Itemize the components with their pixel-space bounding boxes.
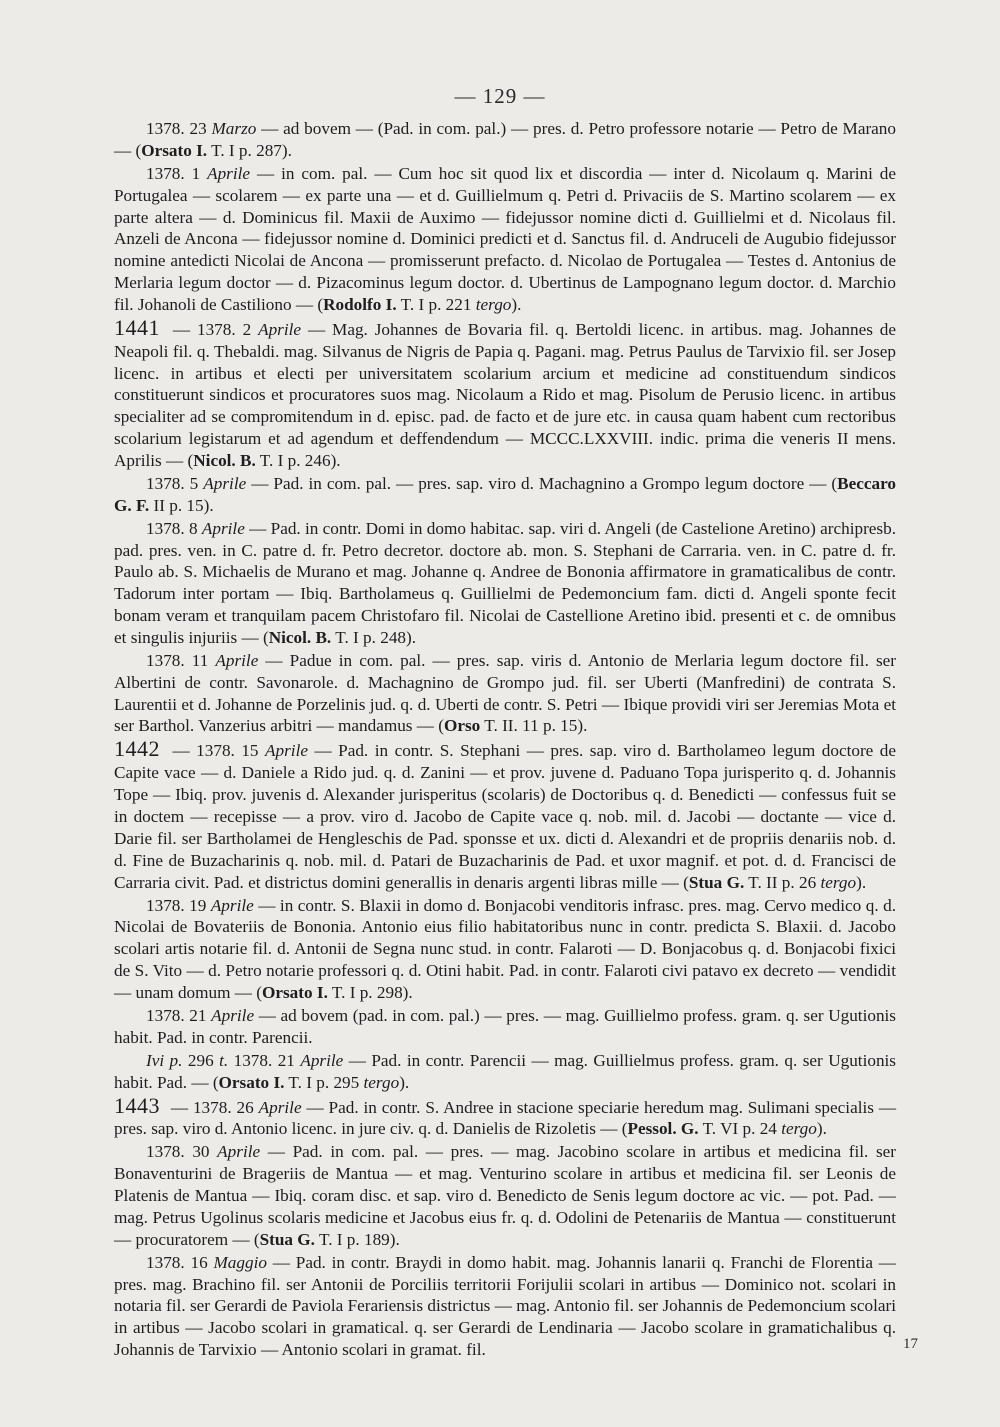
italic-text: tergo [820, 872, 857, 892]
text-run: — Pad. in contr. S. Andree in stacione speciarie heredum mag. Sulimani specialis — pres. sap. viro d. Antonio licenc. in jure civ. q. d. Danielis de Rizoletis — ( [114, 1097, 897, 1139]
text-run: T. II p. 26 [744, 872, 821, 892]
text-run: — Pad. in com. pal. — pres. sap. viro d. Machagnino a Grompo legum doctore — ( [246, 473, 838, 493]
italic-text: Aprile [265, 741, 308, 761]
text-run: 1378. 30 [146, 1142, 218, 1162]
citation-source: Stua G. [259, 1229, 315, 1249]
text-run: T. I p. 298). [327, 982, 413, 1002]
italic-text: tergo [781, 1119, 817, 1139]
sheet-number: 17 [903, 1336, 918, 1352]
entry-paragraph [114, 314, 897, 472]
italic-text: tergo [363, 1072, 400, 1092]
text-run: — 1378. 15 [166, 741, 266, 761]
text-run: — 1378. 26 [166, 1097, 259, 1117]
italic-text: Aprile [215, 650, 259, 670]
italic-text: Aprile [207, 163, 251, 183]
citation-source: Stua G. [688, 872, 745, 892]
italic-text: Aprile [201, 518, 245, 538]
text-run: — ad bovem — (Pad. in com. pal.) — pres. d. Petro professore notarie — Petro de Marano — ( [114, 119, 896, 160]
italic-text: t. [219, 1050, 229, 1070]
citation-source: Pessol. G. [627, 1119, 699, 1139]
italic-text: Ivi p. [146, 1050, 183, 1070]
citation-source: Orsato I. [218, 1072, 285, 1092]
paragraph [114, 1141, 896, 1250]
italic-text: Aprile [258, 1097, 302, 1117]
paragraph [114, 1050, 896, 1094]
text-run: 1378. 21 [146, 1005, 212, 1025]
body-text [114, 118, 896, 1362]
citation-source: Orsato I. [141, 140, 208, 160]
text-run: ). [511, 294, 522, 314]
citation-source: Orso [444, 716, 481, 736]
citation-source: Nicol. B. [193, 450, 256, 470]
paragraph [114, 1252, 896, 1361]
text-run: — Pad. in contr. Parencii — mag. Guillielmus profess. gram. q. ser Ugutionis habit. Pad. — ( [114, 1050, 896, 1092]
italic-text: Aprile [210, 895, 254, 915]
paragraph [114, 895, 896, 1004]
text-run: ). [399, 1072, 410, 1092]
text-run: — Pad. in contr. S. Stephani — pres. sap. viro d. Bartholameo legum doctore de Capite vace — d. Daniele a Rido jud. q. d. Zanini — et prov. juvene d. Paduano Topa jurisperito q. d. Johannis Tope — Ibiq. prov. juvenis d. Alexander jurisperitus (scolaris) de Doctoribus q. d. Benedicti — confessus fuit se in doctem — recepisse — a prov. viro d. Jacobo de Capite vace q. nob. mil. d. Jacobi — doctante — vice d. Darie fil. ser Bartholamei de Hengleschis de Pad. sponsse et ux. dicti d. Alexandri et de propriis denariis nob. d. d. Fine de Buzacharinis q. nob. mil. d. Patari de Buzacharinis de Pad. et uxor magnif. et pot. d. d. Francisci de Carraria civit. Pad. et districtus domini generallis in denaris argenti libras mille — ( [114, 741, 897, 892]
text-run: T. I p. 189). [314, 1229, 400, 1249]
text-run: 1378. 19 [146, 895, 211, 915]
text-run: T. I p. 248). [331, 627, 417, 647]
text-run: ). [816, 1119, 827, 1139]
text-run: — Padue in com. pal. — pres. sap. viris d. Antonio de Merlaria legum doctore fil. ser Albertini de contr. Savonarole. d. Machagnino de Grompo jud. fil. ser Uberti (Manfredini) de contrata S. Laurentii et d. Johanne de Porzelinis jud. q. d. Uberti de contr. S. Petri — Ibique providi viri ser Jeremias Mota et ser Barthol. Vanzerius arbitri — mandamus — ( [114, 650, 896, 736]
text-run: — in com. pal. — Cum hoc sit quod lix et discordia — inter d. Nicolaum q. Marini de Portugalea — scolarem — ex parte una — et d. Guillielmum q. Petri d. Privaciis de S. Martino scolarem — ex parte altera — d. Dominicus fil. Maxii de Auximo — fidejussor nomine dicti d. Guillielmi et d. Nicolaus fil. Anzeli de Ancona — fidejussor nomine d. Dominici predicti et d. Sanctus fil. d. Andruceli de Augubio fidejussor nomine antedicti Nicolai de Ancona — promisserunt prefacto. d. Nicolao de Portugalea — Testes d. Antonius de Merlaria legum doctor — d. Pizacominus legum doctor. d. Ubertinus de Lampognano legum doctor. d. Marchio fil. Johanoli de Castiliono — ( [114, 163, 896, 314]
italic-text: Aprile [211, 1005, 255, 1025]
text-run: — Pad. in com. pal. — pres. — mag. Jacobino scolare in artibus et medicina fil. ser Bonaventurini de Brageriis de Mantua — et mag. Venturino scolare in artibus et medicina fil. ser Leonis de Platenis de Mantua — Ibiq. coram disc. et sap. viro d. Benedicto de Senis legum doctore ac vic. — pot. Pad. — mag. Petrus Ugolinus scolaris medicine et Jacobus eius fr. q. d. Odolini de Petenariis de Mantua — constituerunt — procuratorem — ( [114, 1142, 897, 1249]
text-run: T. VI p. 24 [698, 1119, 782, 1139]
paragraph [114, 473, 896, 517]
text-run: T. II. 11 p. 15). [480, 716, 588, 736]
paragraph [114, 163, 896, 316]
text-run: 1378. 11 [146, 650, 216, 670]
paragraph [114, 1005, 896, 1049]
text-run: — Pad. in contr. Domi in domo habitac. sap. viri d. Angeli (de Castelione Aretino) archipresb. pad. pres. ven. in C. patre d. fr. Petro decretor. doctore ab. mon. S. Stephani de Carraria. ven. in C. patre d. fr. Paulo ab. S. Michaelis de Murano et mag. Johanne q. Andree de Bononia affirmatore in gramaticalibus de contr. Tadorum inter portam — Ibiq. Bartholameus q. Guillielmi de Pedemoncium fam. dicti d. Angeli sponte fecit bonam veram et tranquilam pacem Christofaro fil. Nicolai de Castellione Aretino ibid. presenti et c. de omnibus et singulis injuriis — ( [114, 518, 896, 647]
citation-source: Beccaro G. F. [114, 473, 896, 515]
entry-number: 1443 [114, 1092, 160, 1118]
text-run: 1378. 1 [146, 163, 208, 183]
text-run: T. I p. 246). [255, 450, 341, 470]
text-run: 1378. 8 [146, 518, 202, 538]
page-number: — 129 — [454, 84, 546, 108]
entry-number: 1441 [114, 314, 160, 340]
italic-text: tergo [475, 294, 512, 314]
text-run: — 1378. 2 [166, 319, 259, 339]
citation-source: Rodolfo I. [323, 294, 397, 314]
paragraph [114, 118, 896, 162]
paragraph [114, 518, 896, 649]
text-run: T. I p. 295 [284, 1072, 364, 1092]
text-run: 1378. 23 [146, 119, 212, 138]
text-run: II p. 15). [149, 495, 214, 515]
entry-paragraph [114, 738, 896, 893]
text-run: T. I p. 221 [396, 294, 476, 314]
text-run: — Pad. in contr. Braydi in domo habit. mag. Johannis lanarii q. Franchi de Florentia — pres. mag. Brachino fil. ser Antonii de Porciliis territorii Forijulii scolari in artibus — Dominico not. scolari in notaria fil. ser Gerardi de Paviola Ferariensis districtus — mag. Antonio fil. ser Johannis de Pedemoncium scolari in artibus — Jacobo scolari in gramatical. q. ser Gerardi de Lendinaria — Jacobo scolare in gramatichalibus q. Johannis de Tarvixio — Antonio scolari in gramat. fil. [114, 1252, 896, 1360]
entry-number: 1442 [114, 736, 160, 762]
text-run: 1378. 21 [228, 1050, 301, 1070]
italic-text: Aprile [300, 1050, 344, 1070]
italic-text: Marzo [211, 119, 257, 138]
italic-text: Aprile [258, 319, 302, 339]
text-run: 1378. 5 [146, 473, 204, 493]
text-run: 1378. 16 [146, 1252, 214, 1272]
text-run: — Mag. Johannes de Bovaria fil. q. Bertoldi licenc. in artibus. mag. Johannes de Neapoli fil. q. Thebaldi. mag. Silvanus de Nigris de Papia q. Pagani. mag. Petrus Paulus de Tarvixio fil. ser Josep licenc. in artibus et electi per universitatem scolarium arcium et medicine ad constituendum sindicos constituerunt sindicos et procuratores suos mag. Nicolaum a Rido et mag. Pisolum de Perusio licenc. in artibus specialiter ad se compromitendum in d. episc. pad. de facto et de jure etc. in causa quam habent cum rectoribus scolarium legistarum et ad agendum et deffendendum — MCCC.LXXVIII. indic. prima die veneris II mens. Aprilis — ( [114, 319, 897, 470]
italic-text: Maggio [213, 1252, 267, 1272]
citation-source: Orsato I. [262, 982, 328, 1002]
text-run: — in contr. S. Blaxii in domo d. Bonjacobi venditoris infrasc. pres. mag. Cervo medico q. d. Nicolai de Bovateriis de Bononia. Antonio eius filio habitatoribus nunc in contr. predicta S. Blaxii. d. Jacobo scolari artis notarie fil. d. Antonii de Segna nunc stud. in contr. Falaroti — D. Bonjacobus q. d. Bonjacobi fixici de S. Vito — d. Petro notarie professori q. d. Otini habit. Pad. in contr. Falaroti civi patavo ex decreto — vendidit — unam domum — ( [114, 895, 896, 1002]
paragraph [114, 650, 896, 737]
citation-source: Nicol. B. [268, 627, 332, 647]
text-run: ). [856, 872, 867, 892]
italic-text: Aprile [203, 473, 247, 493]
text-run: 296 [182, 1050, 220, 1070]
text-run: T. I p. 287). [207, 140, 292, 160]
italic-text: Aprile [217, 1142, 261, 1162]
entry-paragraph [114, 1092, 897, 1141]
text-run: — ad bovem (pad. in com. pal.) — pres. — mag. Guillielmo profess. gram. q. ser Ugutionis habit. Pad. in contr. Parencii. [114, 1005, 896, 1047]
